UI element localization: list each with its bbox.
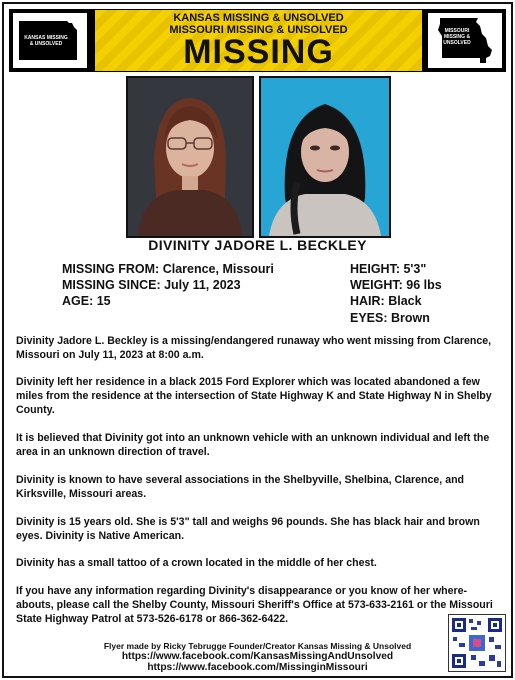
missing-person-photo-2 bbox=[259, 76, 391, 238]
paragraph-description: Divinity is 15 years old. She is 5'3" tall and weighs 96 pounds. She has black hair and brown eyes. Divinity is Native American. bbox=[16, 516, 480, 542]
age: AGE: 15 bbox=[62, 294, 111, 308]
missing-since: MISSING SINCE: July 11, 2023 bbox=[62, 278, 241, 292]
facebook-link-kansas[interactable]: https://www.facebook.com/KansasMissingAndUnsolved bbox=[121, 651, 394, 662]
height: HEIGHT: 5'3" bbox=[350, 262, 427, 276]
missouri-logo bbox=[428, 13, 502, 68]
paragraph-contact: If you have any information regarding Divinity's disappearance or you know of her where-abouts, please call the Shelby County, Missouri Sheriff's Office at 573-633-2161 or the Missouri State Highway Patrol at 573-526-6178 or 866-362-6422. bbox=[16, 585, 493, 625]
kansas-logo bbox=[13, 13, 87, 68]
paragraph-disappearance: Divinity Jadore L. Beckley is a missing/endangered runaway who went missing from Clarence, Missouri on July 11, 2023 at 8:00 a.m. bbox=[16, 335, 492, 361]
missouri-logo-text: MISSOURI MISSING & UNSOLVED bbox=[443, 28, 471, 46]
person-name: DIVINITY JADORE L. BECKLEY bbox=[148, 237, 367, 253]
eyes: EYES: Brown bbox=[350, 311, 430, 325]
banner-title: MISSING bbox=[183, 33, 334, 71]
hair: HAIR: Black bbox=[350, 294, 422, 308]
paragraph-tattoo: Divinity has a small tattoo of a crown located in the middle of her chest. bbox=[16, 557, 377, 569]
paragraph-unknown-vehicle: It is believed that Divinity got into an unknown vehicle with an unknown individual and left the area in an unknown direction of travel. bbox=[16, 432, 490, 458]
qr-code-image bbox=[449, 615, 505, 671]
paragraph-vehicle: Divinity left her residence in a black 2015 Ford Explorer which was located abandoned a few miles from the residence at the intersection of State Highway K and State Highway N in Shelby County. bbox=[16, 376, 492, 416]
kansas-logo-text: KANSAS MISSING & UNSOLVED bbox=[24, 35, 68, 47]
flyer-header bbox=[9, 9, 506, 72]
missing-from: MISSING FROM: Clarence, Missouri bbox=[62, 262, 274, 276]
portrait-image-1 bbox=[128, 78, 252, 236]
weight: WEIGHT: 96 lbs bbox=[350, 278, 442, 292]
portrait-image-2 bbox=[261, 78, 389, 236]
qr-code[interactable] bbox=[448, 614, 506, 672]
missing-banner bbox=[95, 10, 422, 71]
facebook-link-missouri[interactable]: https://www.facebook.com/MissinginMissouri bbox=[147, 662, 368, 673]
banner-line-missouri: MISSOURI MISSING & UNSOLVED bbox=[169, 24, 348, 36]
flyer-credit: Flyer made by Ricky Tebrugge Founder/Creator Kansas Missing & Unsolved bbox=[103, 641, 412, 651]
paragraph-associations: Divinity is known to have several associations in the Shelbyville, Shelbina, Clarence, and Kirksville, Missouri areas. bbox=[16, 474, 465, 500]
missing-person-photo-1 bbox=[126, 76, 254, 238]
banner-line-kansas: KANSAS MISSING & UNSOLVED bbox=[173, 12, 344, 24]
